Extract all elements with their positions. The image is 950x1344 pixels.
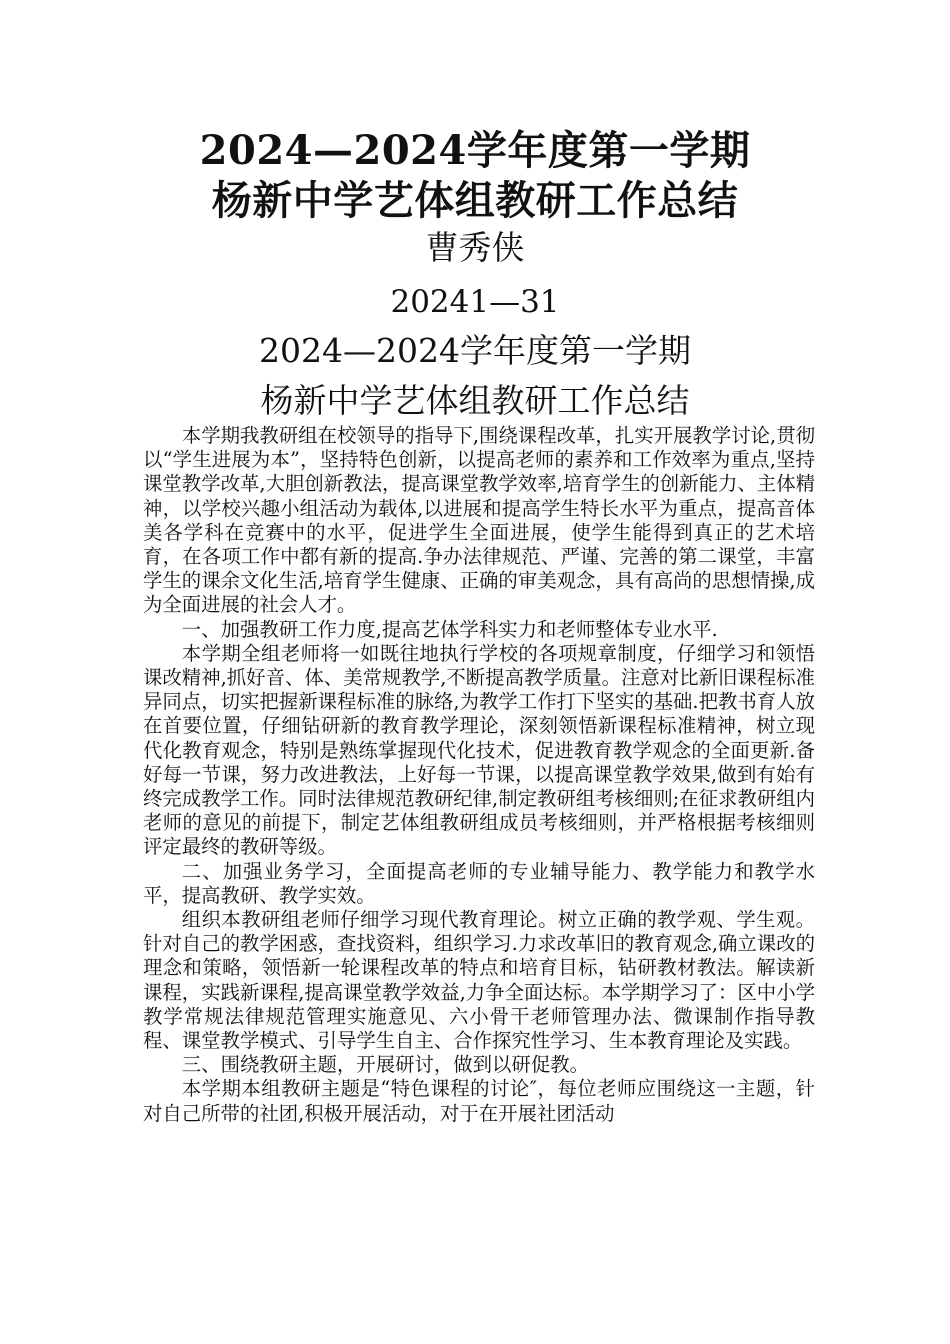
section-heading-2: 二、加强业务学习，全面提高老师的专业辅导能力、教学能力和教学水平，提高教研、教学实效。 <box>143 859 815 907</box>
title-line-1: 2024—2024学年度第一学期 <box>199 127 751 174</box>
paragraph-section-2: 组织本教研组老师仔细学习现代教育理论。树立正确的教学观、学生观。针对自己的教学困惑，查找资料，组织学习.力求改革旧的教育观念,确立课改的理念和策略，领悟新一轮课程改革的特点和培育目标，钻研教材教法。解读新课程，实践新课程,提高课堂教学效益,力争全面达标。本学期学习了：区中小学教学常规法律规范管理实施意见、六小骨干老师管理办法、微课制作指导教程、课堂教学模式、引导学生自主、合作探究性学习、生本教育理论及实践。 <box>143 908 815 1053</box>
document-title <box>0 126 950 226</box>
document-date: 20241—31 <box>390 284 560 320</box>
author-name: 曹秀侠 <box>425 228 525 267</box>
subtitle-line-2: 杨新中学艺体组教研工作总结 <box>260 381 690 420</box>
subtitle-line-1: 2024—2024学年度第一学期 <box>259 331 691 370</box>
section-heading-1: 一、加强教研工作力度,提高艺体学科实力和老师整体专业水平. <box>181 617 718 641</box>
document-subtitle <box>0 326 950 426</box>
paragraph-intro: 本学期我教研组在校领导的指导下,围绕课程改革，扎实开展教学讨论,贯彻以“学生进展为本”，坚持特色创新，以提高老师的素养和工作效率为重点,坚持课堂教学改革,大胆创新教法，提高课堂教学效率,培育学生的创新能力、主体精神，以学校兴趣小组活动为载体,以进展和提高学生特长水平为重点，提高音体美各学科在竞赛中的水平，促进学生全面进展，使学生能得到真正的艺术培育，在各项工作中都有新的提高.争办法律规范、严谨、完善的第二课堂，丰富学生的课余文化生活,培育学生健康、正确的审美观念，具有高尚的思想情操,成为全面进展的社会人才。 <box>143 424 815 617</box>
section-heading-3: 三、围绕教研主题，开展研讨，做到以研促教。 <box>181 1053 589 1077</box>
paragraph-section-3: 本学期本组教研主题是“特色课程的讨论″，每位老师应围绕这一主题，针对自己所带的社团,积极开展活动，对于在开展社团活动 <box>143 1077 815 1125</box>
body-text <box>143 424 815 1126</box>
paragraph-section-1: 本学期全组老师将一如既往地执行学校的各项规章制度，仔细学习和领悟课改精神,抓好音、体、美常规教学,不断提高教学质量。注意对比新旧课程标准异同点，切实把握新课程标准的脉络,为教学工作打下坚实的基础.把教书育人放在首要位置，仔细钻研新的教育教学理论，深刻领悟新课程标准精神，树立现代化教育观念，特别是熟练掌握现代化技术，促进教育教学观念的全面更新.备好每一节课，努力改进教法，上好每一节课，以提高课堂教学效果,做到有始有终完成教学工作。同时法律规范教研纪律,制定教研组考核细则;在征求教研组内老师的意见的前提下，制定艺体组教研组成员考核细则，并严格根据考核细则评定最终的教研等级。 <box>143 641 815 859</box>
title-line-2: 杨新中学艺体组教研工作总结 <box>211 177 739 224</box>
